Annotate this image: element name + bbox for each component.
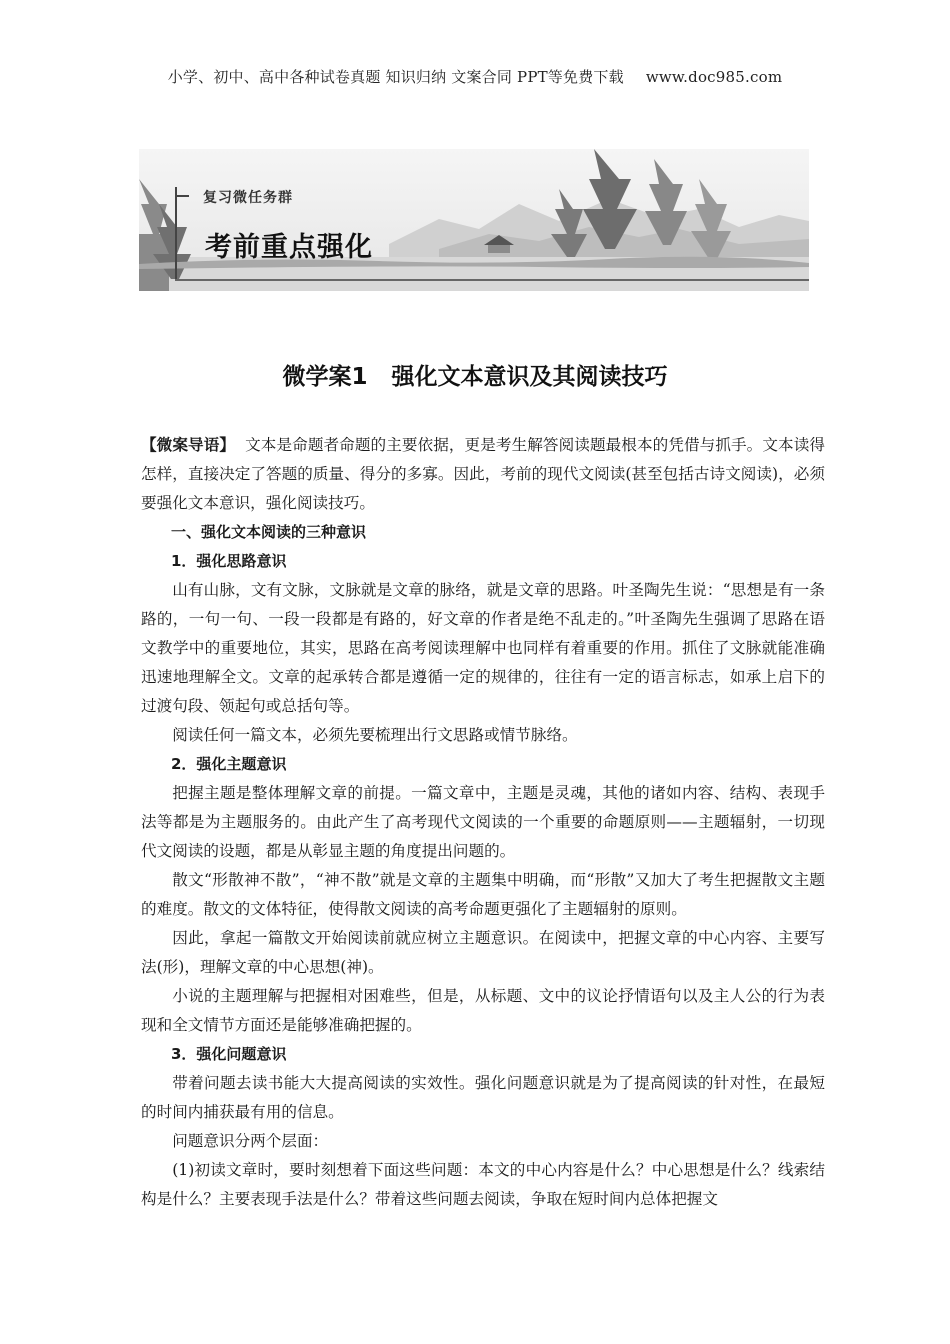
paragraph: 把握主题是整体理解文章的前提。一篇文章中，主题是灵魂，其他的诸如内容、结构、表现手法等都是为主题服务的。由此产生了高考现代文阅读的一个重要的命题原则——主题辐射，一切现代文阅读的设题，都是从彰显主题的角度提出问题的。 xyxy=(141,784,825,860)
paragraph: 山有山脉，文有文脉，文脉就是文章的脉络，就是文章的思路。叶圣陶先生说：“思想是有一条路的，一句一句、一段一段都是有路的，好文章的作者是绝不乱走的。”叶圣陶先生强调了思路在语文教学中的重要地位，其实，思路在高考阅读理解中也同样有着重要的作用。抓住了文脉就能准确迅速地理解全文。文章的起承转合都是遵循一定的规律的，往往有一定的语言标志，如承上启下的过渡句段、领起句或总括句等。 xyxy=(141,581,825,715)
banner-subtitle: 复习微任务群 xyxy=(203,190,293,206)
document-title-text: 强化文本意识及其阅读技巧 xyxy=(391,364,668,390)
subsection-heading-1: 1．强化思路意识 xyxy=(171,552,287,570)
page-header xyxy=(0,66,950,87)
banner-frame-tick xyxy=(175,195,189,197)
paragraph: 散文“形散神不散”，“神不散”就是文章的主题集中明确，而“形散”又加大了考生把握散文主题的难度。散文的文体特征，使得散文阅读的高考命题更强化了主题辐射的原则。 xyxy=(141,871,825,918)
subsection-heading-2: 2．强化主题意识 xyxy=(171,755,287,773)
landscape-illustration xyxy=(139,149,809,291)
article-body xyxy=(141,431,825,1214)
banner-title: 考前重点强化 xyxy=(205,232,373,263)
intro-text: 文本是命题者命题的主要依据，更是考生解答阅读题最根本的凭借与抓手。文本读得怎样，直接决定了答题的质量、得分的多寡。因此，考前的现代文阅读(甚至包括古诗文阅读)，必须要强化文本意识，强化阅读技巧。 xyxy=(141,436,825,512)
banner-frame-horizontal xyxy=(175,279,809,281)
document-title-number: 微学案1 xyxy=(282,364,368,390)
document-title xyxy=(0,358,950,391)
paragraph: 小说的主题理解与把握相对困难些，但是，从标题、文中的议论抒情语句以及主人公的行为表现和全文情节方面还是能够准确把握的。 xyxy=(141,987,825,1034)
subsection-heading-3: 3．强化问题意识 xyxy=(171,1045,287,1063)
section-banner xyxy=(139,149,809,291)
paragraph: 阅读任何一篇文本，必须先要梳理出行文思路或情节脉络。 xyxy=(172,726,578,744)
paragraph: 因此，拿起一篇散文开始阅读前就应树立主题意识。在阅读中，把握文章的中心内容、主要写法(形)，理解文章的中心思想(神)。 xyxy=(141,929,825,976)
header-text: 小学、初中、高中各种试卷真题 知识归纳 文案合同 PPT等免费下载 xyxy=(167,68,624,86)
intro-label: 【微案导语】 xyxy=(141,436,236,454)
section-heading-1: 一、强化文本阅读的三种意识 xyxy=(171,523,367,541)
paragraph: 问题意识分两个层面： xyxy=(172,1132,329,1150)
intro-paragraph xyxy=(141,431,825,518)
paragraph: (1)初读文章时，要时刻想着下面这些问题：本文的中心内容是什么？中心思想是什么？线索结构是什么？主要表现手法是什么？带着这些问题去阅读，争取在短时间内总体把握文 xyxy=(141,1161,825,1208)
paragraph: 带着问题去读书能大大提高阅读的实效性。强化问题意识就是为了提高阅读的针对性，在最短的时间内捕获最有用的信息。 xyxy=(141,1074,825,1121)
header-site: www.doc985.com xyxy=(645,68,783,86)
banner-frame-vertical xyxy=(175,187,177,281)
